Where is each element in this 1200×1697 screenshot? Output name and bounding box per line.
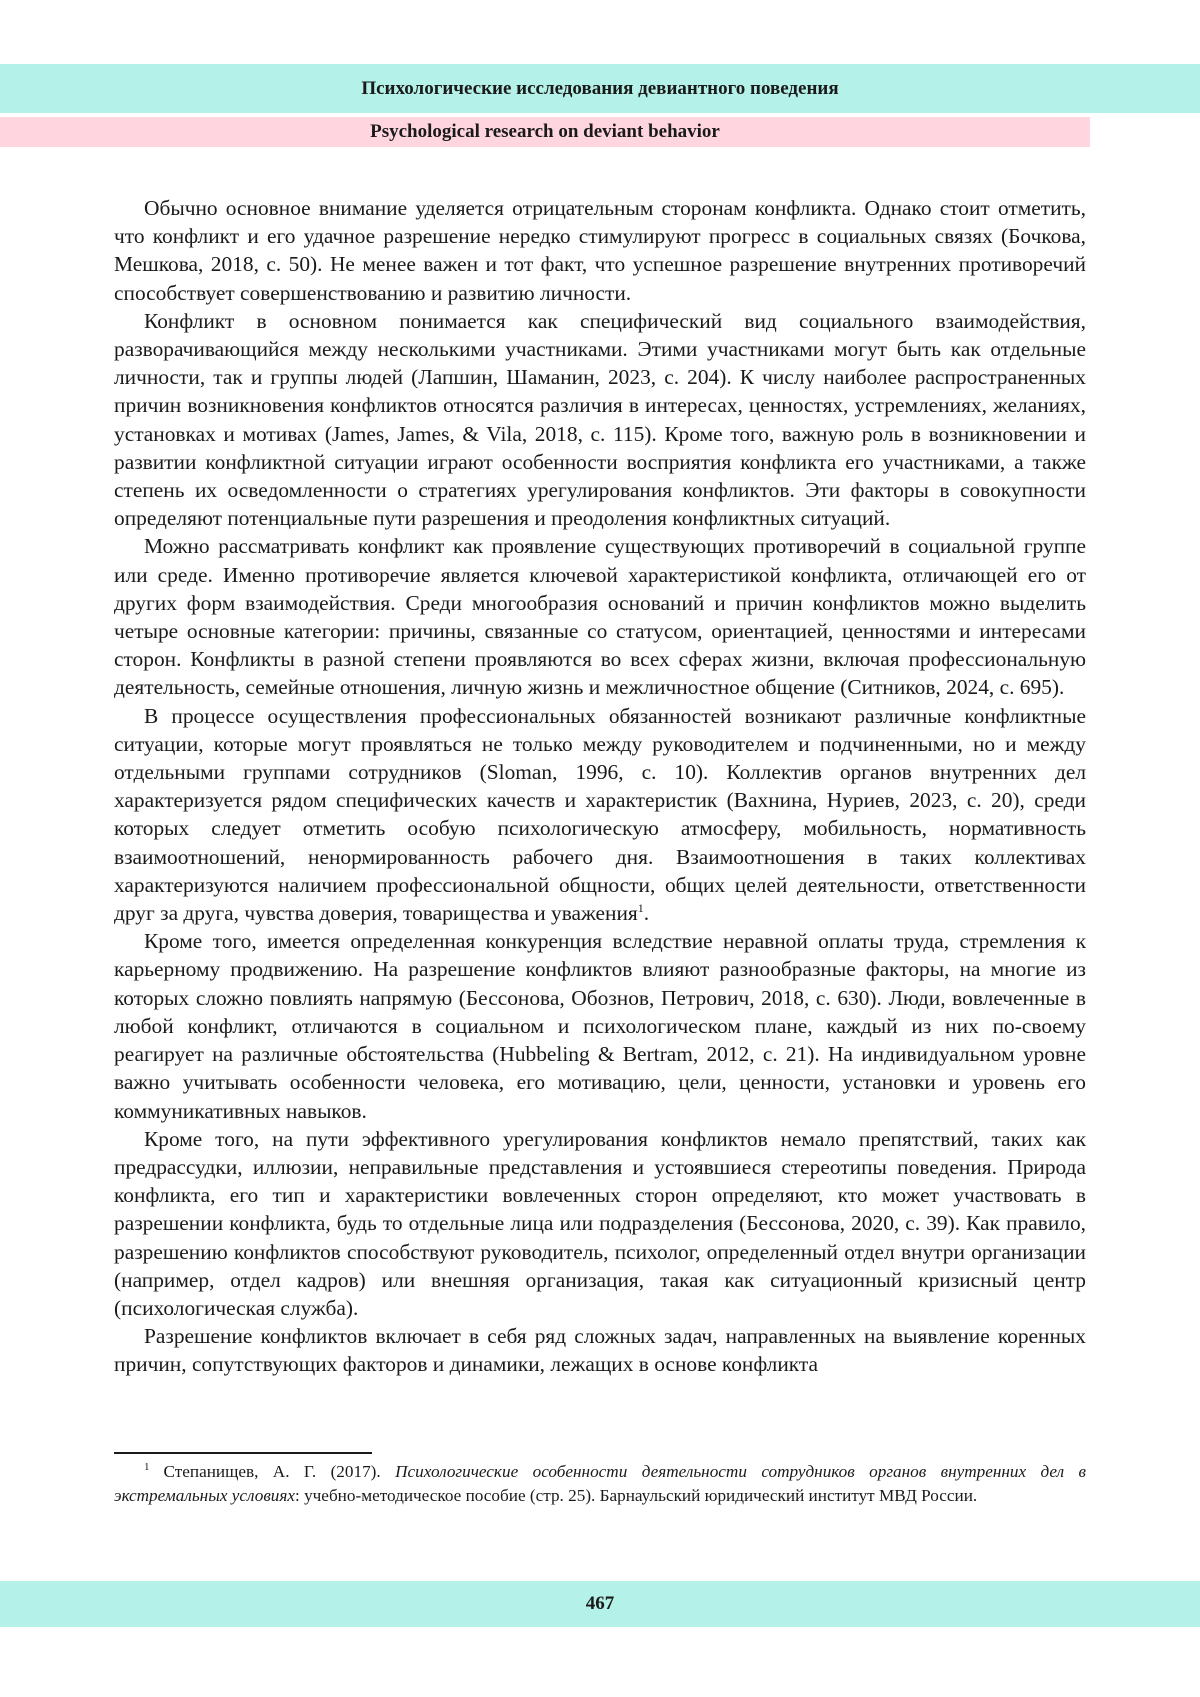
journal-title-en <box>0 117 1090 147</box>
paragraph: Кроме того, на пути эффективного урегулирования конфликтов немало препятствий, таких как предрассудки, иллюзии, неправильные представления и устоявшиеся стереотипы поведения. Природа конфликта, его тип и характеристики вовлеченных сторон определяют, кто может участвовать в разрешении конфликта, будь то отдельные лица или подразделения (Бессонова, 2020, с. 39). Как правило, разрешению конфликтов способствуют руководитель, психолог, определенный отдел внутри организации (например, отдел кадров) или внешняя организация, такая как ситуационный кризисный центр (психологическая служба). <box>114 1126 1086 1320</box>
footnote-reference[interactable]: 1 <box>637 900 644 915</box>
paragraph-end-punct: . <box>643 901 650 926</box>
journal-title-en-text: Psychological research on deviant behavior <box>370 121 720 142</box>
paragraph: Обычно основное внимание уделяется отрицательным сторонам конфликта. Однако стоит отметить, что конфликт и его удачное разрешение нередко стимулируют прогресс в социальных связях (Бочкова, Мешкова, 2018, с. 50). Не менее важен и тот факт, что успешное разрешение внутренних противоречий способствует совершенствованию и развитию личности. <box>114 196 1086 305</box>
footnote-divider <box>114 1452 372 1454</box>
page-footer <box>0 1581 1200 1627</box>
paragraph: Разрешение конфликтов включает в себя ряд сложных задач, направленных на выявление коренных причин, сопутствующих факторов и динамики, лежащих в основе конфликта <box>114 1324 1086 1377</box>
article-body <box>114 194 1086 1379</box>
paragraph: Кроме того, имеется определенная конкуренция вследствие неравной оплаты труда, стремления к карьерному продвижению. На разрешение конфликтов влияют разнообразные факторы, на многие из которых сложно повлиять напрямую (Бессонова, Обознов, Петрович, 2018, с. 630). Люди, вовлеченные в любой конфликт, отличаются в социальном и психологическом плане, каждый из них по-своему реагирует на различные обстоятельства (Hubbeling & Bertram, 2012, с. 21). На индивидуальном уровне важно учитывать особенности человека, его мотивацию, цели, ценности, установки и уровень его коммуникативных навыков. <box>114 929 1086 1123</box>
footnote-number: 1 <box>144 1461 150 1474</box>
paragraph: Конфликт в основном понимается как специфический вид социального взаимодействия, разворачивающийся между несколькими участниками. Этими участниками могут быть как отдельные личности, так и группы людей (Лапшин, Шаманин, 2023, с. 204). К числу наиболее распространенных причин возникновения конфликтов относятся различия в интересах, ценностях, устремлениях, желаниях, установках и мотивах (James, James, & Vila, 2018, с. 115). Кроме того, важную роль в возникновении и развитии конфликтной ситуации играют особенности восприятия конфликта его участниками, а также степень их осведомленности о стратегиях урегулирования конфликтов. Эти факторы в совокупности определяют потенциальные пути разрешения и преодоления конфликтных ситуаций. <box>114 308 1086 531</box>
paragraph: Можно рассматривать конфликт как проявление существующих противоречий в социальной группе или среде. Именно противоречие является ключевой характеристикой конфликта, отличающей его от других форм взаимодействия. Среди многообразия оснований и причин конфликтов можно выделить четыре основные категории: причины, связанные со статусом, ориентацией, ценностями и интересами сторон. Конфликты в разной степени проявляются во всех сферах жизни, включая профессиональную деятельность, семейные отношения, личную жизнь и межличностное общение (Ситников, 2024, с. 695). <box>114 534 1086 700</box>
footnote-title: Психологические особенности деятельности сотрудников органов внутренних дел в экстремальных условиях <box>114 1462 1086 1505</box>
footnote <box>114 1460 1086 1507</box>
journal-title-ru-text: Психологические исследования девиантного поведения <box>361 77 839 99</box>
paragraph-text: В процессе осуществления профессиональных обязанностей возникают различные конфликтные ситуации, которые могут проявляться не только между руководителем и подчиненными, но и между отдельными группами сотрудников (Sloman, 1996, с. 10). Коллектив органов внутренних дел характеризуется рядом специфических качеств и характеристик (Вахнина, Нуриев, 2023, с. 20), среди которых следует отметить особую психологическую атмосферу, мобильность, нормативность взаимоотношений, ненормированность рабочего дня. Взаимоотношения в таких коллективах характеризуются наличием профессиональной общности, общих целей деятельности, ответственности друг за друга, чувства доверия, товарищества и уважения <box>114 703 1086 926</box>
footnote-text <box>114 1460 1086 1507</box>
footnote-authors: Степанищев, А. Г. (2017). <box>163 1462 396 1481</box>
footnote-details: : учебно-методическое пособие (стр. 25). Барнаульский юридический институт МВД России. <box>295 1485 978 1505</box>
paragraph-with-footnote <box>114 702 1086 928</box>
page-number: 467 <box>585 1593 615 1614</box>
journal-title-ru <box>0 64 1200 113</box>
